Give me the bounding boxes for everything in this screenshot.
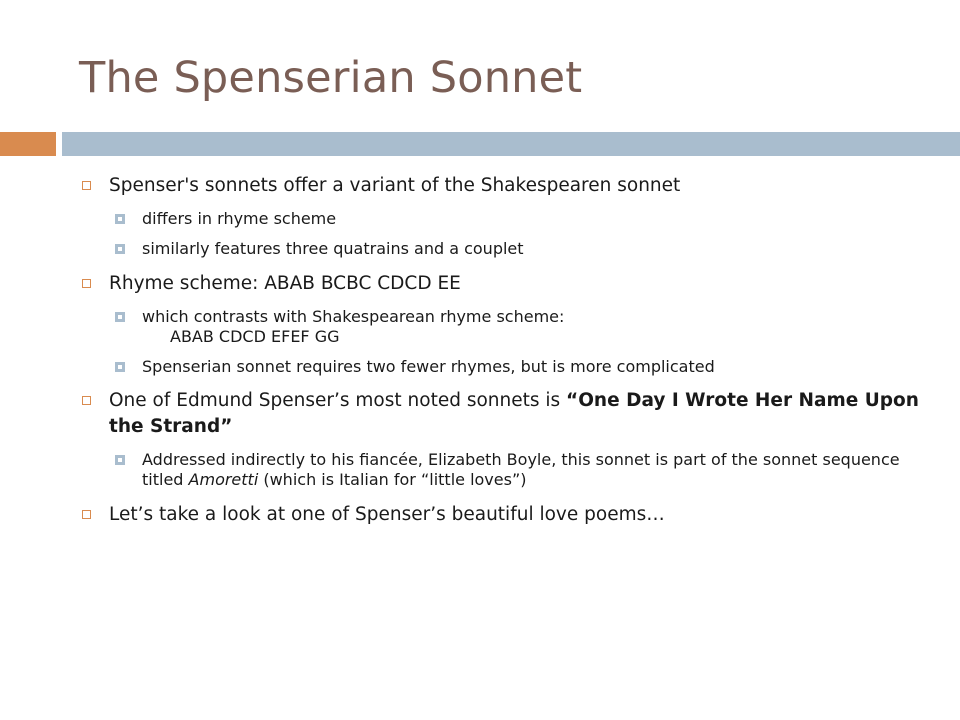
bullet-text: Spenser's sonnets offer a variant of the Shakespearen sonnet: [109, 175, 681, 196]
square-bullet-icon: [115, 455, 125, 465]
hollow-square-bullet-icon: [82, 279, 91, 288]
square-bullet-icon: [115, 244, 125, 254]
sub-bullet-item: [115, 209, 922, 229]
sub-bullet-item: [115, 357, 922, 377]
sub-bullet-text: Spenserian sonnet requires two fewer rhymes, but is more complicated: [142, 357, 715, 376]
sub-bullet-item: [115, 450, 922, 490]
bullet-item: [82, 271, 922, 297]
title-divider-accent: [0, 132, 56, 156]
title-divider-bar: [62, 132, 960, 156]
sonnet-title: “One Day I Wrote Her Name Upon the Strand”: [109, 390, 919, 437]
sub-bullet-text: differs in rhyme scheme: [142, 209, 337, 228]
bullet-text: Let’s take a look at one of Spenser’s beautiful love poems…: [109, 504, 665, 525]
sub-bullet-item: [115, 307, 922, 347]
slide-title: The Spenserian Sonnet: [79, 53, 583, 103]
bullet-text: One of Edmund Spenser’s most noted sonnets is: [109, 390, 567, 411]
bullet-text: Rhyme scheme: ABAB BCBC CDCD EE: [109, 273, 461, 294]
rhyme-scheme-example: ABAB CDCD EFEF GG: [170, 327, 340, 346]
bullet-item: [82, 502, 922, 528]
hollow-square-bullet-icon: [82, 181, 91, 190]
bullet-item: [82, 173, 922, 199]
bullet-item: [82, 388, 922, 440]
hollow-square-bullet-icon: [82, 396, 91, 405]
square-bullet-icon: [115, 214, 125, 224]
slide-body: [82, 173, 922, 528]
sequence-title: Amoretti: [188, 470, 259, 489]
hollow-square-bullet-icon: [82, 510, 91, 519]
sub-bullet-item: [115, 239, 922, 259]
square-bullet-icon: [115, 362, 125, 372]
sub-bullet-text: which contrasts with Shakespearean rhyme scheme:: [142, 307, 565, 326]
sub-bullet-text: similarly features three quatrains and a couplet: [142, 239, 524, 258]
sub-bullet-text-end: (which is Italian for “little loves”): [258, 470, 527, 489]
square-bullet-icon: [115, 312, 125, 322]
sub-bullet-text: Addressed indirectly to his fiancée, Elizabeth Boyle, this sonnet is part of the sonnet sequence titled: [142, 450, 900, 489]
